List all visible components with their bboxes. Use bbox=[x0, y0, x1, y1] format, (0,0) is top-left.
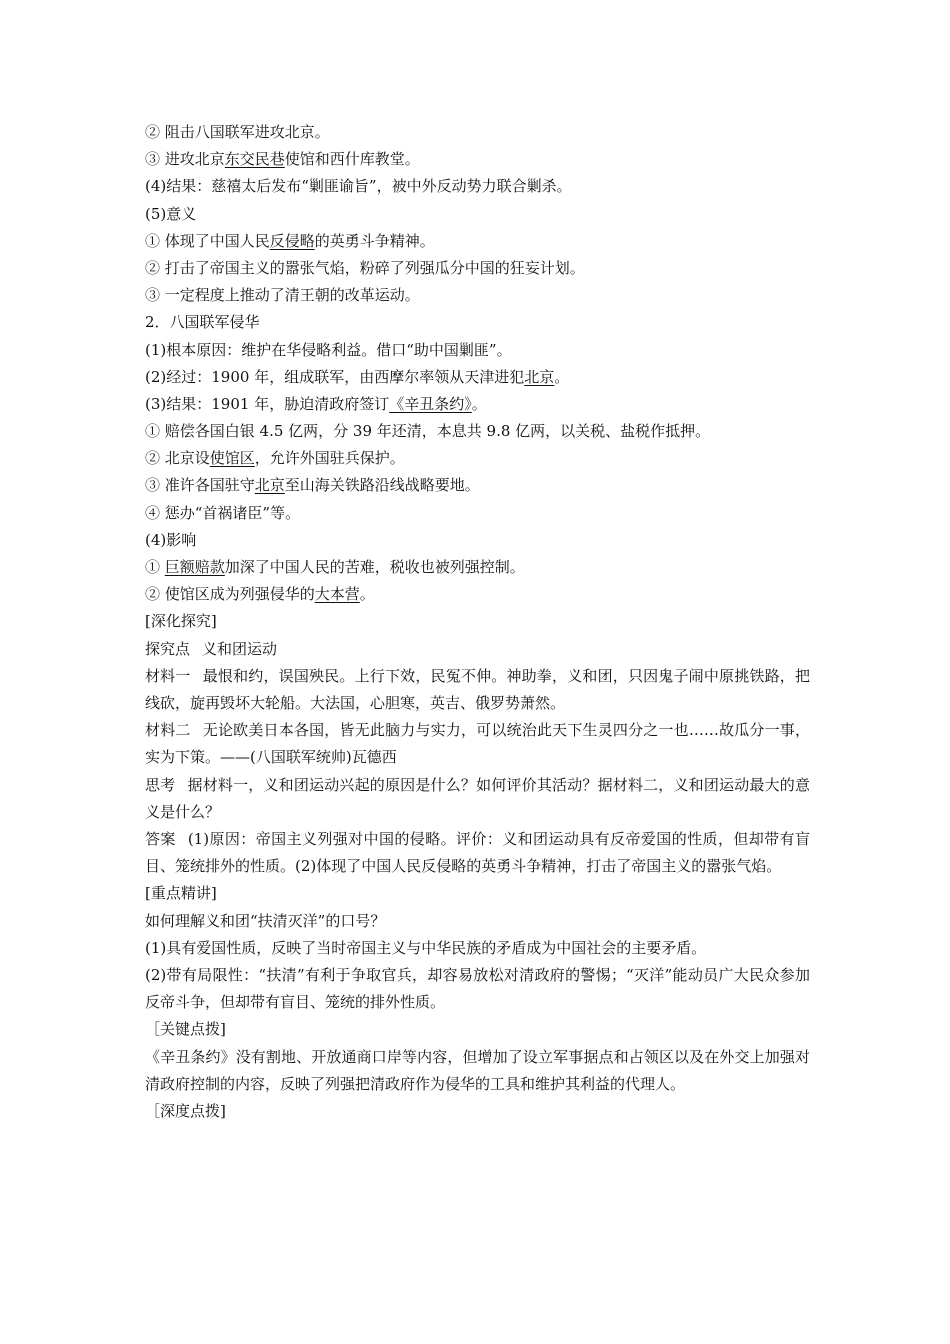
section-heading: (4)影响 bbox=[145, 530, 197, 549]
text-line: ② 使馆区成为列强侵华的大本营。 bbox=[145, 585, 375, 604]
document-page bbox=[145, 119, 810, 1125]
text-line: (1)根本原因：维护在华侵略利益。借口“助中国剿匪”。 bbox=[145, 340, 512, 359]
text-paragraph: (2)带有局限性：“扶清”有利于争取官兵，却容易放松对清政府的警惕；“灭洋”能动员广大民众参加反帝斗争，但却带有盲目、笼统的排外性质。 bbox=[145, 965, 810, 1012]
text-line: (1)具有爱国性质，反映了当时帝国主义与中华民族的矛盾成为中国社会的主要矛盾。 bbox=[145, 938, 707, 957]
section-heading: 2．八国联军侵华 bbox=[145, 313, 260, 332]
text-paragraph: 《辛丑条约》没有割地、开放通商口岸等内容，但增加了设立军事据点和占领区以及在外交上加强对清政府控制的内容，反映了列强把清政府作为侵华的工具和维护其利益的代理人。 bbox=[145, 1047, 810, 1093]
section-tag: ［关键点拨] bbox=[145, 1020, 226, 1039]
text-line: ② 阻击八国联军进攻北京。 bbox=[145, 123, 330, 141]
text-line: ① 体现了中国人民反侵略的英勇斗争精神。 bbox=[145, 231, 435, 250]
text-line: ② 打击了帝国主义的嚣张气焰，粉碎了列强瓜分中国的狂妄计划。 bbox=[145, 258, 585, 277]
material-paragraph: 材料一 最恨和约，误国殃民。上行下效，民冤不伸。神助拳，义和团，只因鬼子闹中原挑铁路，把线砍，旋再毁坏大轮船。大法国，心胆寒，英吉、俄罗势萧然。 bbox=[145, 666, 810, 712]
text-line: ② 北京设使馆区，允许外国驻兵保护。 bbox=[145, 449, 405, 468]
text-line: 探究点 义和团运动 bbox=[145, 639, 278, 658]
question-paragraph: 思考 据材料一，义和团运动兴起的原因是什么？如何评价其活动？据材料二，义和团运动最大的意义是什么？ bbox=[145, 775, 810, 821]
answer-paragraph: 答案 (1)原因：帝国主义列强对中国的侵略。评价：义和团运动具有反帝爱国的性质，但却带有盲目、笼统排外的性质。(2)体现了中国人民反侵略的英勇斗争精神，打击了帝国主义的嚣张气焰。 bbox=[145, 829, 810, 876]
text-line: ① 巨额赔款加深了中国人民的苦难，税收也被列强控制。 bbox=[145, 558, 525, 576]
text-line: ① 赔偿各国白银 4.5 亿两，分 39 年还清，本息共 9.8 亿两，以关税、盐税作抵押。 bbox=[145, 422, 711, 441]
text-line: ③ 一定程度上推动了清王朝的改革运动。 bbox=[145, 286, 420, 305]
text-line: ④ 惩办“首祸诸臣”等。 bbox=[145, 503, 301, 522]
text-line: (2)经过：1900 年，组成联军，由西摩尔率领从天津进犯北京。 bbox=[145, 367, 570, 386]
material-paragraph: 材料二 无论欧美日本各国，皆无此脑力与实力，可以统治此天下生灵四分之一也……故瓜分一事，实为下策。——(八国联军统帅)瓦德西 bbox=[145, 721, 810, 767]
section-heading: (5)意义 bbox=[145, 204, 197, 223]
text-line: ③ 准许各国驻守北京至山海关铁路沿线战略要地。 bbox=[145, 476, 480, 495]
text-line: ③ 进攻北京东交民巷使馆和西什库教堂。 bbox=[145, 150, 420, 169]
section-tag: [重点精讲] bbox=[145, 884, 217, 903]
section-tag: ［深度点拨] bbox=[145, 1101, 226, 1120]
text-line: 如何理解义和团“扶清灭洋”的口号？ bbox=[145, 911, 386, 930]
text-line: (3)结果：1901 年，胁迫清政府签订《辛丑条约》。 bbox=[145, 394, 487, 413]
text-line: (4)结果：慈禧太后发布“剿匪谕旨”，被中外反动势力联合剿杀。 bbox=[145, 177, 572, 196]
section-tag: [深化探究] bbox=[145, 612, 217, 631]
